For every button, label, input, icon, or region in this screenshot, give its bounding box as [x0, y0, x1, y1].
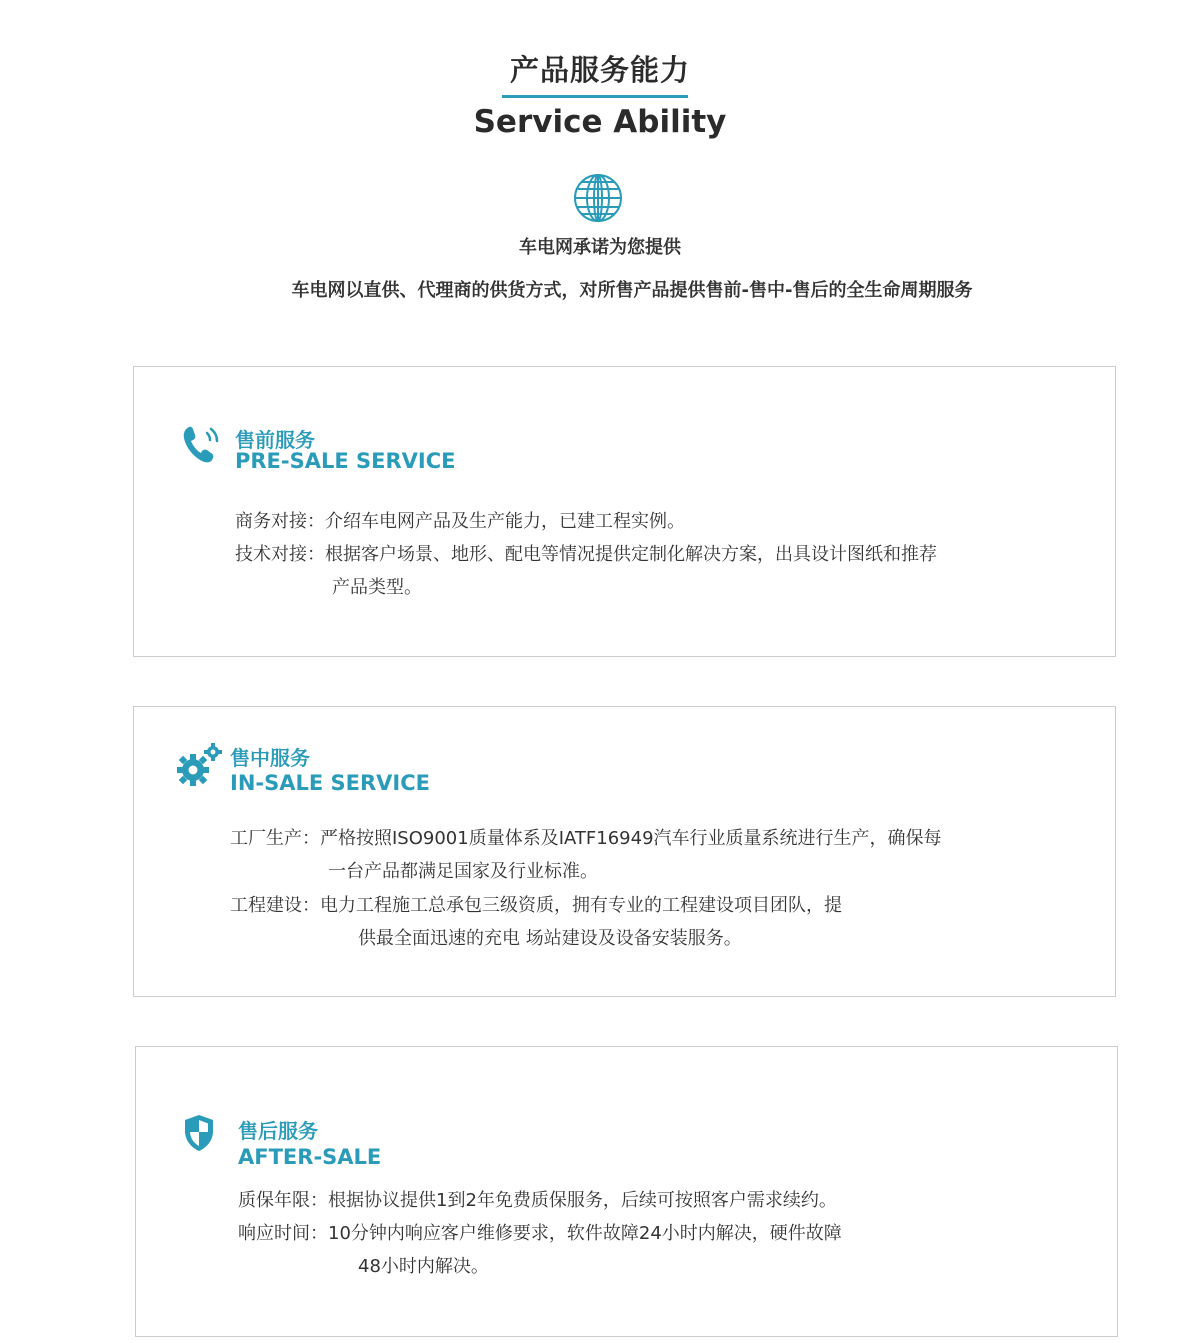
service-title-cn: 售前服务	[235, 428, 315, 452]
service-line: 工程建设：电力工程施工总承包三级资质，拥有专业的工程建设项目团队，提	[230, 895, 842, 916]
service-line: 质保年限：根据协议提供1到2年免费质保服务，后续可按照客户需求续约。	[238, 1190, 837, 1211]
page-title-cn: 产品服务能力	[509, 53, 690, 87]
intro-text: 车电网以直供、代理商的供货方式，对所售产品提供售前-售中-售后的全生命周期服务	[291, 280, 973, 301]
title-underline	[502, 95, 688, 98]
promise-text: 车电网承诺为您提供	[519, 237, 681, 258]
service-line: 商务对接：介绍车电网产品及生产能力，已建工程实例。	[235, 511, 685, 532]
service-line: 供最全面迅速的充电 场站建设及设备安装服务。	[358, 928, 742, 949]
page-title-en: Service Ability	[473, 104, 727, 140]
shield-icon	[182, 1113, 216, 1153]
service-title-en: AFTER-SALE	[238, 1145, 382, 1169]
service-title-en: PRE-SALE SERVICE	[235, 449, 456, 473]
service-line: 一台产品都满足国家及行业标准。	[328, 861, 598, 882]
service-card-after-sale	[135, 1046, 1118, 1337]
service-title-en: IN-SALE SERVICE	[230, 771, 430, 795]
service-card-in-sale	[133, 706, 1116, 997]
service-title-cn: 售中服务	[230, 746, 310, 770]
gears-icon	[176, 743, 224, 789]
globe-icon	[572, 172, 624, 224]
service-line: 技术对接：根据客户场景、地形、配电等情况提供定制化解决方案，出具设计图纸和推荐	[235, 544, 937, 565]
service-card-pre-sale	[133, 366, 1116, 657]
service-line: 48小时内解决。	[358, 1256, 489, 1277]
service-line: 产品类型。	[332, 577, 422, 598]
service-title-cn: 售后服务	[238, 1119, 318, 1143]
phone-icon	[180, 423, 224, 467]
service-line: 响应时间：10分钟内响应客户维修要求，软件故障24小时内解决，硬件故障	[238, 1223, 842, 1244]
service-line: 工厂生产：严格按照ISO9001质量体系及IATF16949汽车行业质量系统进行生产，确保每	[230, 828, 942, 849]
